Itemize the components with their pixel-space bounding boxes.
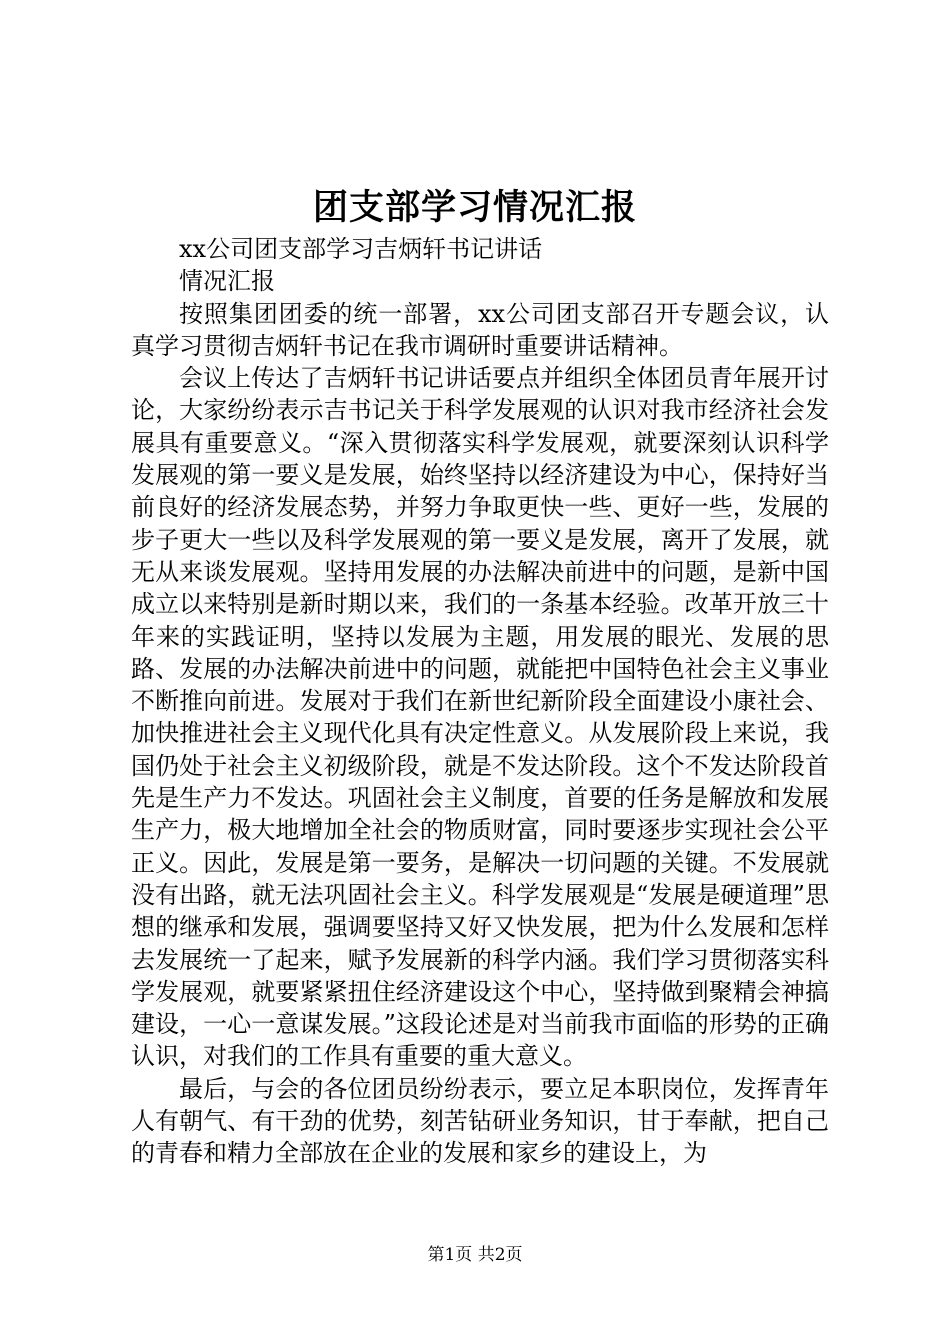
- subtitle-line-2: 情况汇报: [179, 267, 275, 296]
- document-title: 团支部学习情况汇报: [312, 187, 637, 228]
- document-body: [131, 233, 829, 1170]
- body-paragraph-2: 会议上传达了吉炳轩书记讲话要点并组织全体团员青年展开讨论，大家纷纷表示吉书记关于科学发展观的认识对我市经济社会发展具有重要意义。“深入贯彻落实科学发展观，就要深刻认识科学发展观的第一要义是发展，始终坚持以经济建设为中心，保持好当前良好的经济发展态势，并努力争取更快一些、更好一些，发展的步子更大一些以及科学发展观的第一要义是发展，离开了发展，就无从来谈发展观。坚持用发展的办法解决前进中的问题，是新中国成立以来特别是新时期以来，我们的一条基本经验。改革开放三十年来的实践证明，坚持以发展为主题，用发展的眼光、发展的思路、发展的办法解决前进中的问题，就能把中国特色社会主义事业不断推向前进。发展对于我们在新世纪新阶段全面建设小康社会、加快推进社会主义现代化具有决定性意义。从发展阶段上来说，我国仍处于社会主义初级阶段，就是不发达阶段。这个不发达阶段首先是生产力不发达。巩固社会主义制度，首要的任务是解放和发展生产力，极大地增加全社会的物质财富，同时要逐步实现社会公平正义。因此，发展是第一要务，是解决一切问题的关键。不发展就没有出路，就无法巩固社会主义。科学发展观是“发展是硬道理”思想的继承和发展，强调要坚持又好又快发展，把为什么发展和怎样去发展统一了起来，赋予发展新的科学内涵。我们学习贯彻落实科学发展观，就要紧紧扭住经济建设这个中心，坚持做到聚精会神搞建设，一心一意谋发展。”这段论述是对当前我市面临的形势的正确认识，对我们的工作具有重要的重大意义。: [131, 364, 829, 1071]
- subtitle-line-1: xx公司团支部学习吉炳轩书记讲话: [179, 235, 543, 263]
- body-paragraph-1: 按照集团团委的统一部署，xx公司团支部召开专题会议，认真学习贯彻吉炳轩书记在我市调研时重要讲话精神。: [131, 299, 829, 360]
- page-footer: 第1页 共2页: [427, 1245, 523, 1265]
- body-paragraph-3: 最后，与会的各位团员纷纷表示，要立足本职岗位，发挥青年人有朝气、有干劲的优势，刻苦钻研业务知识，甘于奉献，把自己的青春和精力全部放在企业的发展和家乡的建设上，为: [131, 1074, 829, 1168]
